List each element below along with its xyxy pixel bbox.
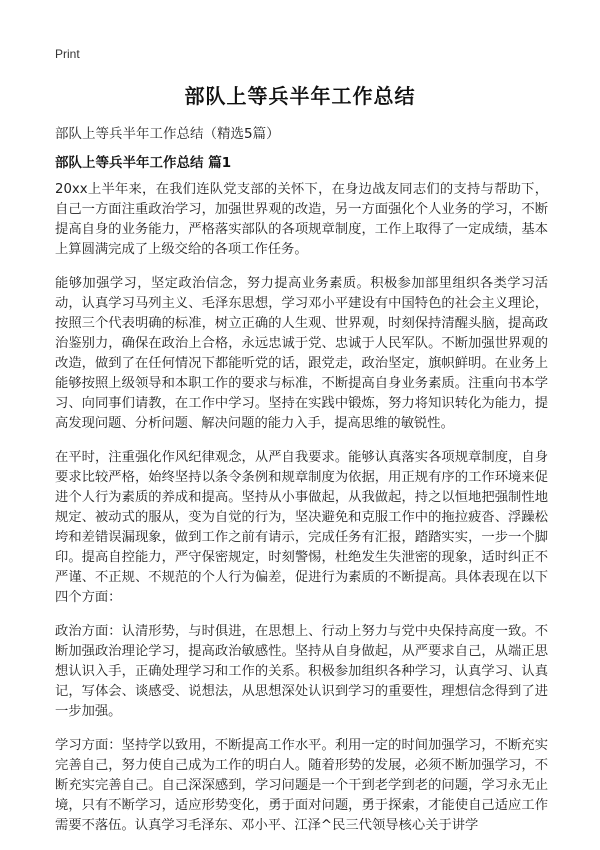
page-title: 部队上等兵半年工作总结 <box>184 84 416 108</box>
print-link[interactable]: Print <box>55 47 80 61</box>
paragraph-2: 能够加强学习，坚定政治信念，努力提高业务素质。积极参加部里组织各类学习活动，认真学习马列主义、毛泽东思想，学习邓小平建设有中国特色的社会主义理论，按照三个代表明确的标准，树立正确的人生观、世界观，时刻保持清醒头脑，提高政治鉴别力，确保在政治上合格，永远忠诚于党、忠诚于人民军队。不断加强世界观的改造，做到了在任何情况下都能听党的话，跟党走，政治坚定，旗帜鲜明。在业务上能够按照上级领导和本职工作的要求与标准，不断提高自身业务素质。注重向书本学习、向同事们请教，在工作中学习。坚持在实践中锻炼，努力将知识转化为能力，提高发现问题、分析问题、解决问题的能力入手，提高思维的敏锐性。 <box>55 276 548 431</box>
article-body <box>55 180 548 850</box>
paragraph-3: 在平时，注重强化作风纪律观念，从严自我要求。能够认真落实各项规章制度，自身要求比较严格，始终坚持以条令条例和规章制度为依据，用正规有序的工作环境来促进个人行为素质的养成和提高。坚持从小事做起，从我做起，持之以恒地把强制性地规定、被动式的服从，变为自觉的行为，坚决避免和克服工作中的拖拉疲沓、浮躁松垮和差错误漏现象，做到工作之前有请示，完成任务有汇报，踏踏实实，一步一个脚印。提高自控能力，严守保密规定，时刻警惕，杜绝发生失泄密的现象，适时纠正不严谨、不正规、不规范的个人行为偏差，促进行为素质的不断提高。具体表现在以下四个方面： <box>55 450 548 605</box>
section-heading: 部队上等兵半年工作总结 篇1 <box>55 155 232 171</box>
paragraph-1: 20xx上半年来，在我们连队党支部的关怀下，在身边战友同志们的支持与帮助下，自己一方面注重政治学习，加强世界观的改造，另一方面强化个人业务的学习，不断提高自身的业务能力，严格落实部队的各项规章制度，工作上取得了一定成绩，基本上算圆满完成了上级交给的各项工作任务。 <box>55 182 548 257</box>
document-subtitle: 部队上等兵半年工作总结（精选5篇） <box>55 126 280 142</box>
paragraph-4: 政治方面：认清形势，与时俱进，在思想上、行动上努力与党中央保持高度一致。不断加强政治理论学习，提高政治敏感性。坚持从自身做起，从严要求自己，从端正思想认识入手，正确处理学习和工作的关系。积极参加组织各种学习，认真学习、认真记，写体会、谈感受、说想法，从思想深处认识到学习的重要性，理想信念得到了进一步加强。 <box>55 624 548 719</box>
paragraph-5: 学习方面：坚持学以致用，不断提高工作水平。利用一定的时间加强学习，不断充实完善自己，努力使自己成为工作的明白人。随着形势的发展，必须不断加强学习，不断充实完善自己。自己深深感到，学习问题是一个干到老学到老的问题，学习永无止境，只有不断学习，适应形势变化，勇于面对问题，勇于探索，才能使自己适应工作需要不落伍。认真学习毛泽东、邓小平、江泽^民三代领导核心关于讲学 <box>55 738 548 833</box>
